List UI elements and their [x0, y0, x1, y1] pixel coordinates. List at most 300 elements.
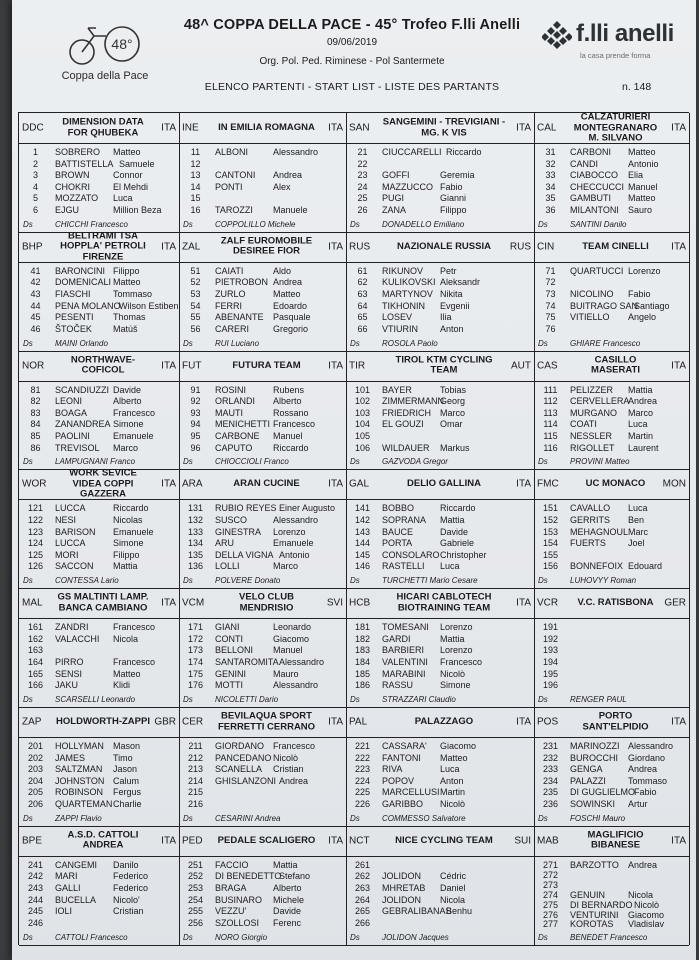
rider-entry: [179, 408, 346, 420]
rider-firstname: Calum: [113, 775, 140, 786]
logo-caption: Coppa della Pace: [61, 70, 149, 82]
rider-surname: GALLI: [55, 882, 81, 893]
rider-firstname: Luca: [440, 764, 460, 775]
rider-entry: [534, 431, 689, 443]
rider-firstname: Vladislav: [628, 919, 665, 930]
rider-surname: ROBINSON: [55, 787, 104, 798]
rider-entry: [534, 312, 689, 324]
rider-entry: [19, 301, 179, 313]
rider-entry: [179, 205, 346, 217]
rider-entry: [179, 561, 346, 573]
bib-number: 213: [187, 764, 204, 775]
rider-firstname: Samuele: [119, 158, 155, 169]
rider-surname: CAVALLO: [570, 503, 611, 514]
team-name: HOLDWORTH-ZAPPI: [56, 715, 150, 727]
rider-entry: [19, 159, 179, 171]
rider-firstname: Michele: [273, 894, 305, 905]
ds-label: Ds: [538, 457, 548, 467]
rider-surname: PALAZZI: [570, 775, 606, 786]
team-code: CAS: [537, 360, 558, 372]
rider-firstname: Mattia: [628, 384, 653, 395]
rider-surname: MOTTI: [215, 680, 243, 691]
ds-label: Ds: [23, 694, 33, 704]
rider-firstname: Petr: [440, 265, 457, 276]
bib-number: 193: [542, 645, 559, 656]
team-nation: AUT: [511, 360, 531, 372]
rider-firstname: Rubens: [273, 384, 305, 395]
rider-firstname: Federico: [113, 882, 149, 893]
rider-firstname: Ben: [628, 514, 645, 525]
bib-number: 24: [357, 181, 368, 192]
bib-number: 103: [354, 407, 371, 418]
rider-entry: [534, 622, 689, 634]
rider-firstname: Aleksandr: [440, 277, 481, 288]
ds-label: Ds: [350, 576, 360, 586]
rider-entry: [534, 396, 689, 408]
bib-number: 92: [190, 396, 201, 407]
rider-surname: CERVELLERA: [570, 396, 630, 407]
bib-number: 46: [30, 323, 41, 334]
team-nation: ITA: [516, 478, 531, 490]
team-nation: ITA: [516, 716, 531, 728]
rider-firstname: Giacomo: [273, 633, 310, 644]
rider-entry: [346, 396, 534, 408]
rider-entry: [19, 657, 179, 669]
team-nation: ITA: [328, 835, 343, 847]
bib-number: 32: [545, 158, 556, 169]
sports-director: [179, 575, 346, 586]
rider-firstname: Ferenc: [273, 917, 302, 928]
team-name: FUTURA TEAM: [232, 359, 301, 371]
ds-label: Ds: [183, 338, 193, 348]
rider-surname: RIGOLLET: [570, 442, 615, 453]
team-code: CAL: [537, 122, 557, 134]
rider-surname: GINESTRA: [215, 526, 262, 537]
rider-firstname: Alessandro: [628, 741, 674, 751]
team-row: [19, 826, 689, 946]
rider-entry: [19, 918, 179, 930]
rider-entry: [19, 895, 179, 907]
rider-surname: EJGU: [55, 205, 80, 215]
rider-surname: DELLA VIGNA: [215, 549, 274, 560]
rider-entry: [179, 538, 346, 550]
rider-surname: SANTAROMITA: [215, 656, 279, 667]
rider-firstname: Luca: [628, 419, 648, 430]
team-header: [346, 588, 534, 619]
rider-surname: BONNEFOIX: [570, 561, 624, 572]
ds-name: CONTESSA Lario: [55, 576, 119, 586]
rider-surname: GENUIN: [570, 889, 606, 900]
rider-surname: SCANDIUZZI: [55, 384, 109, 395]
page-title: 48^ COPPA DELLA PACE - 45° Trofeo F.lli Anelli: [183, 17, 521, 33]
rider-entry: [346, 622, 534, 634]
rider-entry: [179, 622, 346, 634]
rider-entry: [19, 645, 179, 657]
team-row: [19, 588, 689, 708]
rider-entry: [179, 634, 346, 646]
rider-entry: [534, 799, 689, 811]
bib-number: 194: [542, 656, 559, 667]
bib-number: 64: [357, 300, 368, 311]
rider-entry: [19, 753, 179, 765]
rider-surname: VEZZU': [215, 906, 247, 917]
bib-number: 23: [357, 170, 368, 181]
team-code: CER: [182, 716, 204, 728]
rider-surname: QUARTEMAN: [55, 799, 113, 809]
brand-name: f.lli anelli: [576, 20, 674, 47]
rider-firstname: Laurent: [628, 442, 659, 453]
rider-entry: [179, 799, 346, 811]
bib-number: 136: [187, 561, 204, 572]
rider-entry: [179, 895, 346, 907]
rider-surname: WILDAUER: [382, 442, 430, 453]
bib-number: 91: [190, 384, 201, 395]
ds-name: GHIARE Francesco: [570, 338, 641, 348]
team-code: TIR: [349, 360, 366, 372]
rider-entry: [19, 396, 179, 408]
rider-surname: GARDI: [382, 633, 411, 644]
rider-entry: [19, 906, 179, 918]
team-header: [534, 113, 689, 144]
rider-firstname: Francesco: [273, 419, 316, 430]
team-code: INE: [182, 122, 199, 134]
ds-label: Ds: [350, 932, 360, 942]
rider-entry: [346, 538, 534, 550]
rider-firstname: Martin: [628, 430, 654, 441]
team-code: WOR: [22, 478, 47, 490]
team-row: [19, 232, 689, 352]
rider-surname: CANTONI: [215, 170, 256, 181]
rider-firstname: Emanuele: [273, 538, 314, 549]
ds-label: Ds: [183, 576, 193, 586]
team-code: MAB: [537, 835, 559, 847]
rider-firstname: Gianni: [440, 193, 467, 204]
bib-number: 204: [27, 775, 44, 786]
rider-entry: [346, 550, 534, 562]
team-name: HICARI CABLOTECH BIOTRAINING TEAM: [396, 591, 492, 614]
team-block: [179, 351, 347, 470]
rider-entry: [179, 669, 346, 681]
rider-firstname: Andrea: [628, 396, 658, 407]
rider-entry: [346, 266, 534, 278]
bib-number: 5: [32, 193, 38, 204]
rider-surname: BAYER: [382, 384, 412, 395]
rider-firstname: Fabio: [634, 787, 657, 798]
team-header: [179, 707, 346, 738]
bib-number: 222: [354, 752, 371, 763]
rider-firstname: Nicola: [628, 889, 654, 900]
rider-surname: SUSCO: [215, 514, 248, 525]
team-header: [179, 469, 346, 500]
rider-entry: [346, 408, 534, 420]
rider-firstname: Giacomo: [628, 909, 665, 920]
rider-firstname: Nicola: [440, 894, 466, 905]
bib-number: 1: [32, 147, 38, 157]
rider-firstname: Andrea: [273, 170, 303, 181]
rider-surname: EL GOUZI: [382, 419, 424, 430]
bib-number: 211: [188, 741, 203, 751]
rider-entry: [346, 385, 534, 397]
rider-entry: [346, 741, 534, 753]
bib-number: 55: [190, 312, 201, 323]
rider-entry: [534, 503, 689, 515]
rider-entry: [534, 919, 689, 931]
rider-firstname: Giordano: [628, 752, 666, 763]
rider-surname: FUERTS: [570, 538, 606, 549]
team-block: [534, 351, 690, 470]
rider-surname: SZOLLOSI: [215, 917, 260, 928]
rider-entry: [346, 324, 534, 336]
team-nation: MON: [662, 478, 686, 490]
ds-label: Ds: [23, 457, 33, 467]
ds-label: Ds: [350, 813, 360, 823]
bib-number: 182: [354, 633, 371, 644]
rider-firstname: Tobias: [440, 384, 467, 395]
rider-surname: PONTI: [215, 181, 243, 192]
bib-number: 15: [190, 193, 201, 204]
sports-director: [179, 813, 346, 824]
rider-entry: [346, 561, 534, 573]
rider-firstname: Nicolo': [113, 894, 140, 905]
team-nation: GBR: [154, 716, 176, 728]
rider-surname: LOSEV: [382, 312, 413, 323]
rider-surname: CAIATI: [215, 265, 244, 276]
rider-firstname: Matteo: [440, 752, 468, 763]
bib-number: 161: [27, 622, 44, 633]
bib-number: 163: [27, 645, 44, 656]
bib-number: 86: [30, 442, 41, 453]
team-header: [179, 826, 346, 857]
rider-entry: [346, 182, 534, 194]
rider-entry: [346, 645, 534, 657]
rider-firstname: Francesco: [113, 656, 156, 667]
rider-entry: [346, 159, 534, 171]
rider-surname: MORI: [55, 549, 79, 560]
ds-label: Ds: [538, 694, 548, 704]
ds-label: Ds: [183, 219, 193, 229]
rider-entry: [346, 527, 534, 539]
bib-number: 186: [354, 680, 371, 691]
rider-surname: PELIZZER: [570, 384, 614, 395]
ds-name: MAINI Orlando: [55, 338, 108, 348]
team-name: BELTRAMI TSA HOPPLA' PETROLI FIRENZE: [60, 230, 146, 263]
ds-label: Ds: [23, 219, 33, 229]
ds-name: GAZVODA Gregor: [382, 457, 448, 467]
rider-surname: FACCIO: [215, 859, 249, 870]
rider-firstname: Stefano: [279, 871, 311, 882]
ds-name: CHIOCCIOLI Franco: [215, 457, 289, 467]
bib-number: 275: [542, 899, 559, 910]
rider-firstname: Angelo: [628, 312, 657, 323]
bib-number: 3: [32, 170, 38, 181]
team-code: SAN: [349, 122, 370, 134]
bib-number: 42: [30, 277, 41, 288]
rider-surname: LUCCA: [55, 538, 86, 549]
bib-number: 196: [542, 680, 559, 691]
team-code: NCT: [349, 835, 370, 847]
fratelli-anelli-logo: [540, 18, 690, 68]
rider-entry: [346, 634, 534, 646]
team-block: [179, 232, 347, 351]
rider-entry: [179, 193, 346, 205]
rider-entry: [534, 419, 689, 431]
ds-name: RUI Luciano: [215, 338, 260, 348]
bib-number: 112: [543, 396, 558, 407]
team-name: SANGEMINI - TREVIGIANI - MG. K VIS: [382, 116, 506, 138]
rider-entry: [346, 883, 534, 895]
ds-name: PROVINI Matteo: [570, 457, 630, 467]
rider-surname: SOBRERO: [55, 147, 101, 157]
rider-surname: PIETROBON: [215, 277, 269, 288]
rider-surname: GEBRALIBANAS: [382, 906, 452, 917]
start-list-sheet: [12, 0, 696, 960]
rider-firstname: Davide: [113, 384, 142, 395]
bib-number: 214: [187, 775, 204, 786]
logo-48-text: 48°: [111, 36, 133, 52]
rider-surname: VALENTINI: [382, 656, 428, 667]
rider-entry: [19, 170, 179, 182]
bib-number: 255: [187, 906, 204, 917]
rider-entry: [19, 289, 179, 301]
rider-entry: [19, 622, 179, 634]
team-nation: ITA: [161, 122, 176, 134]
rider-entry: [19, 561, 179, 573]
ds-name: COMMESSO Salvatore: [382, 813, 466, 823]
bib-number: 93: [190, 407, 201, 418]
rider-surname: PESENTI: [55, 312, 94, 323]
ds-label: Ds: [23, 813, 33, 823]
bib-number: 6: [32, 205, 38, 215]
sports-director: [19, 219, 179, 230]
rider-surname: BARBIERI: [382, 645, 425, 656]
team-row: [19, 469, 689, 589]
rider-entry: [534, 301, 689, 313]
rider-firstname: Simone: [113, 538, 144, 549]
rider-firstname: Tommaso: [628, 775, 668, 786]
rider-surname: JOHNSTON: [55, 775, 105, 786]
team-code: BPE: [22, 835, 43, 847]
rider-firstname: Geremia: [440, 170, 475, 181]
team-code: VCM: [182, 597, 205, 609]
rider-firstname: Matteo: [113, 668, 141, 679]
rider-surname: IOLI: [55, 906, 73, 917]
rider-surname: MURGANO: [570, 407, 617, 418]
rider-firstname: Charlie: [113, 799, 142, 809]
team-block: [19, 113, 180, 232]
rider-surname: RUBIO REYES: [215, 503, 277, 514]
sports-director: [346, 932, 534, 943]
ds-name: ZAPPI Flavio: [55, 813, 102, 823]
rider-surname: BUSINARO: [215, 894, 263, 905]
bib-number: 53: [190, 288, 201, 299]
bib-number: 272: [542, 869, 559, 880]
rider-entry: [534, 741, 689, 753]
team-code: ARA: [182, 478, 203, 490]
rider-entry: [346, 205, 534, 217]
rider-surname: BUITRAGO SAN: [570, 300, 639, 311]
team-header: [534, 826, 689, 857]
bib-number: 74: [545, 300, 556, 311]
rider-entry: [346, 515, 534, 527]
ds-name: BENEDET Francesco: [570, 932, 648, 942]
rider-surname: GIANI: [215, 622, 240, 633]
rider-surname: JAMES: [55, 752, 86, 763]
team-header: [346, 351, 534, 382]
bib-number: 171: [187, 622, 204, 633]
team-nation: ITA: [516, 122, 531, 134]
rider-firstname: Mattia: [273, 859, 298, 870]
team-name: NORTHWAVE-COFICOL: [70, 354, 136, 376]
bib-number: 105: [354, 430, 371, 441]
bib-number: 261: [354, 859, 371, 870]
rider-firstname: Marco: [440, 407, 466, 418]
rider-firstname: Mason: [113, 741, 141, 751]
rider-surname: JOLIDON: [382, 894, 422, 905]
rider-entry: [179, 182, 346, 194]
rider-surname: JOLIDON: [382, 871, 422, 882]
bib-number: 235: [542, 787, 559, 798]
rider-surname: FERRI: [215, 300, 242, 311]
rider-entry: [179, 147, 346, 159]
rider-entry: [534, 634, 689, 646]
bib-number: 41: [30, 265, 41, 276]
bib-number: 164: [27, 656, 44, 667]
team-block: [346, 707, 535, 826]
rider-entry: [179, 741, 346, 753]
team-header: [534, 469, 689, 500]
team-code: BHP: [22, 241, 43, 253]
rider-firstname: Sauro: [628, 205, 653, 215]
team-block: [179, 707, 347, 826]
rider-entry: [534, 324, 689, 336]
bib-number: 2: [32, 158, 38, 169]
sports-director: [534, 219, 689, 230]
team-code: CIN: [537, 241, 555, 253]
team-name: BEVILAQUA SPORT FERRETTI CERRANO: [217, 710, 316, 732]
bib-number: 4: [32, 181, 38, 192]
rider-surname: TREVISOL: [55, 442, 100, 453]
bib-number: 162: [27, 633, 44, 644]
rider-firstname: Lorenzo: [440, 645, 473, 656]
rider-firstname: Nicolò: [273, 752, 299, 763]
rider-entry: [179, 753, 346, 765]
sports-director: [19, 694, 179, 705]
rider-firstname: Alessandro: [273, 680, 319, 691]
rider-entry: [19, 860, 179, 872]
rider-firstname: Marco: [113, 442, 139, 453]
header: [12, 0, 696, 118]
rider-entry: [534, 657, 689, 669]
rider-surname: MAUTI: [215, 407, 243, 418]
rider-surname: RIKUNOV: [382, 265, 424, 276]
rider-firstname: Elia: [628, 170, 644, 181]
rider-firstname: Filippo: [113, 549, 140, 560]
rider-surname: HOLLYMAN: [55, 741, 104, 751]
bib-number: 184: [354, 656, 371, 667]
team-nation: ITA: [328, 360, 343, 372]
team-block: [179, 469, 347, 588]
rider-firstname: Filippo: [440, 205, 467, 215]
bib-number: 195: [542, 668, 559, 679]
rider-firstname: Edoardo: [273, 300, 308, 311]
rider-entry: [179, 170, 346, 182]
rider-surname: GHISLANZONI: [215, 775, 277, 786]
team-name: VELO CLUB MENDRISIO: [239, 591, 294, 614]
rider-firstname: Luca: [440, 561, 460, 572]
bib-number: 262: [354, 871, 371, 882]
bib-number: 101: [354, 384, 371, 395]
rider-surname: GARIBBO: [382, 799, 424, 809]
